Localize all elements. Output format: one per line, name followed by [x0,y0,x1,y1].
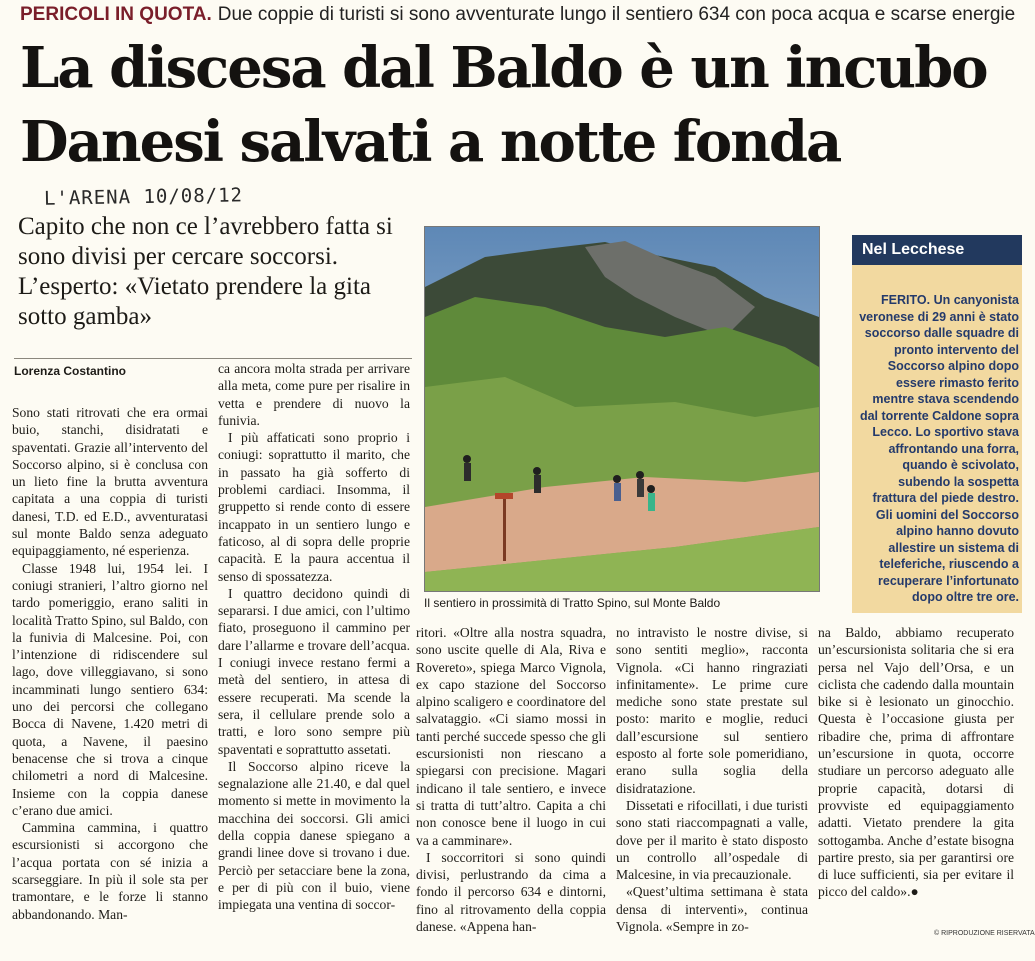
headline-line-1: La discesa dal Baldo è un incubo [20,35,987,101]
paragraph: Dissetati e rifocillati, i due turisti sono stati riaccompagnati a valle, dove per il marito è stato disposto un controllo all’ospedale di Malcesine, in via precauzionale. [616,797,808,883]
photo-caption: Il sentiero in prossimità di Tratto Spino, sul Monte Baldo [424,596,721,610]
paragraph: Classe 1948 lui, 1954 lei. I coniugi stranieri, l’altro giorno nel tardo pomeriggio, erano saliti in località Tratto Spino, sul Baldo, con la funivia di Malcesine. Poi, con l’intenzione di ridiscendere sul lago, dove villeggiavano, si sono incamminati lungo sentiero 634: uno dei percorsi che collegano Bocca di Navene, 1.420 metri di quota, a Navene, il paesino benacense che si trova a cinque chilometri a nord di Malcesine. Insieme con la coppia danese c’erano due amici. [12,560,208,818]
article-column-4 [616,624,808,935]
paragraph: Cammina cammina, i quattro escursionisti si accorgono che l’acqua portata con sé inizia a scarseggiare. In più il sole sta per tramontare, e le forze li stanno abbandonando. Man- [12,820,208,922]
paragraph: I soccorritori si sono quindi divisi, perlustrando da cima a fondo il percorso 634 e dintorni, fino al ritrovamento della coppia danese. «Appena han- [416,849,606,935]
article-column-5 [818,624,1014,926]
sidebar-text [857,292,1019,606]
sidebar-title: Nel Lecchese [852,235,1022,265]
deck-subheadline: Capito che non ce l’avrebbero fatta si sono divisi per cercare soccorsi. L’esperto: «Vietato prendere la gita sotto gamba» [18,213,393,330]
kicker [20,4,1020,26]
paragraph: I quattro decidono quindi di separarsi. I due amici, con l’ultimo fiato, proseguono il cammino per dare l’allarme e trovare dell’acqua. I coniugi invece restano fermi a metà del sentiero, in attesa di essere recuperati. Ma scende la sera, il cellulare prende solo a tratti, e loro sono sempre più spaventati e soprattutto assetati. [218,585,410,757]
copyright-notice: © RIPRODUZIONE RISERVATA [934,930,1035,937]
paragraph: no intravisto le nostre divise, si sono sentiti meglio», racconta Vignola. «Ci hanno ringraziati infinitamente». Le prime cure mediche sono state prestate sul posto: marito e moglie, reduci dall’escursione sul sentiero esposto al forte sole pomeridiano, erano sulla soglia della disidratazione. [616,625,808,796]
article-column-1 [12,404,208,924]
paragraph: Sono stati ritrovati che era ormai buio, stanchi, disidratati e spaventati. Grazie all’intervento del Soccorso alpino, si è conclusa con un lieto fine la brutta avventura capitata a una coppia di turisti danesi, T.D. ed E.D., avventuratasi sul monte Baldo senza adeguato equipaggiamento, né esperienza. [12,405,208,559]
kicker-text: Due coppie di turisti si sono avventurate lungo il sentiero 634 con poca acqua e scarse energie [217,4,1016,25]
sidebar-body: Un canyonista veronese di 29 anni è stato soccorso dalle squadre di pronto intervento del Soccorso alpino dopo essere rimasto ferito mentre stava scendendo dal torrente Caldone sopra Lecco. Lo sportivo stava affrontando una forra, quando è scivolato, subendo la sospetta frattura del piede destro. Gli uomini del Soccorso alpino hanno dovuto allestire un sistema di teleferiche, riuscendo a recuperare l’infortunato dopo oltre tre ore. [859,293,1019,604]
article-column-2 [218,360,410,926]
paragraph: Il Soccorso alpino riceve la segnalazione alle 21.40, e dal quel momento si mette in movimento la macchina dei soccorsi. Gli amici della coppia danese spiegano a grandi linee dove si trovano i due. Perciò per setacciare bene la zona, e per di più con il buio, viene impiegata una ventina di soccor- [218,758,410,913]
paragraph: ca ancora molta strada per arrivare alla meta, come pure per risalire in vetta e prendere di nuovo la funivia. [218,361,410,428]
paragraph: ritori. «Oltre alla nostra squadra, sono uscite quelle di Ala, Riva e Rovereto», spiega Marco Vignola, ex capo stazione del Soccorso alpino scaligero e coordinatore del salvataggio. «Ci siamo mossi in tanti perché succede spesso che gli escursionisti non riescano a spiegarsi con precisione. Magari indicano il tale sentiero, e invece si tratta di tutt’altro. Capita a chi non conosce bene il luogo in cui va a camminare». [416,625,606,848]
byline: Lorenza Costantino [14,364,127,378]
mountain-landscape-image [425,227,819,591]
handwritten-note: L'ARENA 10/08/12 [43,184,244,210]
sidebar-tag: FERITO. [880,293,931,307]
kicker-label: PERICOLI IN QUOTA. [20,4,212,25]
byline-rule [14,358,412,359]
paragraph: na Baldo, abbiamo recuperato un’escursionista solitaria che si era persa nel Vajo dell’Orsa, e un ciclista che cadendo dalla mountain bike si è lesionato un ginocchio. Questa è l’occasione giusta per ribadire che, prima di affrontare un’escursione in quota, occorre studiare un percorso adeguato alle proprie capacità, dotarsi di provviste ed equipaggiamento adatti. Vietato prendere la gita sottogamba. Anche d’estate bisogna partire presto, sia per garantirsi ore di luce sufficienti, sia per evitare il picco del caldo».● [818,625,1014,900]
paragraph: «Quest’ultima settimana è stata densa di interventi», continua Vignola. «Sempre in zo- [616,884,808,935]
headline-line-2: Danesi salvati a notte fonda [20,109,841,175]
article-photo [424,226,820,592]
paragraph: I più affaticati sono proprio i coniugi: soprattutto il marito, che in passato ha già sofferto di problemi cardiaci. Insomma, il gruppetto si rende conto di essere incappato in un sentiero lungo e faticoso, al di sopra delle proprie capacità. E la paura accentua il senso di spossatezza. [218,430,410,584]
article-column-3 [416,624,606,935]
